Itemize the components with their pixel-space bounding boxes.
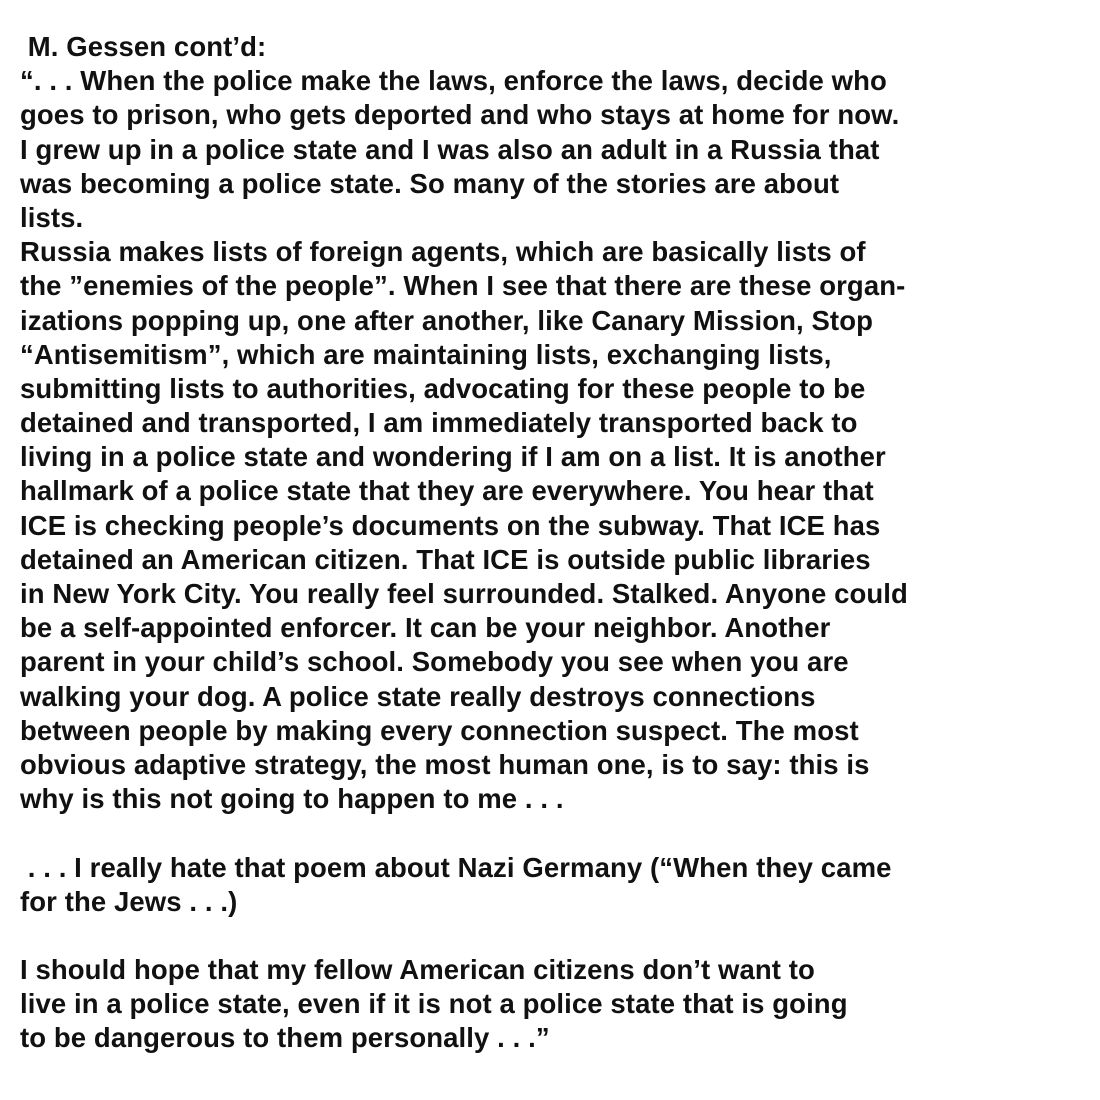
paragraph-gap	[20, 816, 1090, 850]
heading: M. Gessen cont’d:	[20, 31, 267, 62]
text-line: to be dangerous to them personally . . .”	[20, 1022, 550, 1054]
text-line: was becoming a police state. So many of the stories are about	[20, 167, 840, 199]
text-line: in New York City. You really feel surrounded. Stalked. Anyone could	[20, 578, 908, 609]
paragraph-3	[20, 953, 1090, 1056]
paragraph-1	[20, 64, 1090, 816]
paragraph-gap	[20, 919, 1090, 953]
text-line: Russia makes lists of foreign agents, which are basically lists of	[20, 236, 866, 268]
text-line: obvious adaptive strategy, the most human one, is to say: this is	[20, 748, 870, 780]
text-line: between people by making every connection suspect. The most	[20, 714, 859, 746]
text-line: “Antisemitism”, which are maintaining lists, exchanging lists,	[20, 338, 832, 370]
text-line: . . . I really hate that poem about Nazi Germany (“When they came	[20, 851, 892, 883]
text-line: detained and transported, I am immediately transported back to	[20, 407, 858, 439]
text-line: live in a police state, even if it is not a police state that is going	[20, 988, 848, 1020]
text-line: walking your dog. A police state really destroys connections	[20, 680, 816, 712]
text-line: I grew up in a police state and I was also an adult in a Russia that	[20, 133, 880, 165]
text-line: “. . . When the police make the laws, enforce the laws, decide who	[20, 65, 887, 97]
text-line: be a self-appointed enforcer. It can be your neighbor. Another	[20, 612, 831, 644]
text-line: izations popping up, one after another, like Canary Mission, Stop	[20, 304, 873, 336]
text-line: living in a police state and wondering if I am on a list. It is another	[20, 441, 886, 473]
text-line: submitting lists to authorities, advocating for these people to be	[20, 372, 866, 404]
text-line: why is this not going to happen to me . . .	[20, 783, 564, 815]
text-line: parent in your child’s school. Somebody you see when you are	[20, 646, 849, 678]
text-line: ICE is checking people’s documents on the subway. That ICE has	[20, 509, 881, 541]
text-line: I should hope that my fellow American citizens don’t want to	[20, 954, 815, 986]
text-line: detained an American citizen. That ICE is outside public libraries	[20, 543, 871, 575]
text-line: goes to prison, who gets deported and who stays at home for now.	[20, 99, 900, 131]
paragraph-2	[20, 851, 1090, 919]
text-line: lists.	[20, 201, 84, 233]
text-line: the ”enemies of the people”. When I see that there are these organ-	[20, 270, 906, 302]
text-line: for the Jews . . .)	[20, 885, 238, 917]
text-line: hallmark of a police state that they are everywhere. You hear that	[20, 475, 874, 507]
quote-document	[20, 30, 1090, 1056]
